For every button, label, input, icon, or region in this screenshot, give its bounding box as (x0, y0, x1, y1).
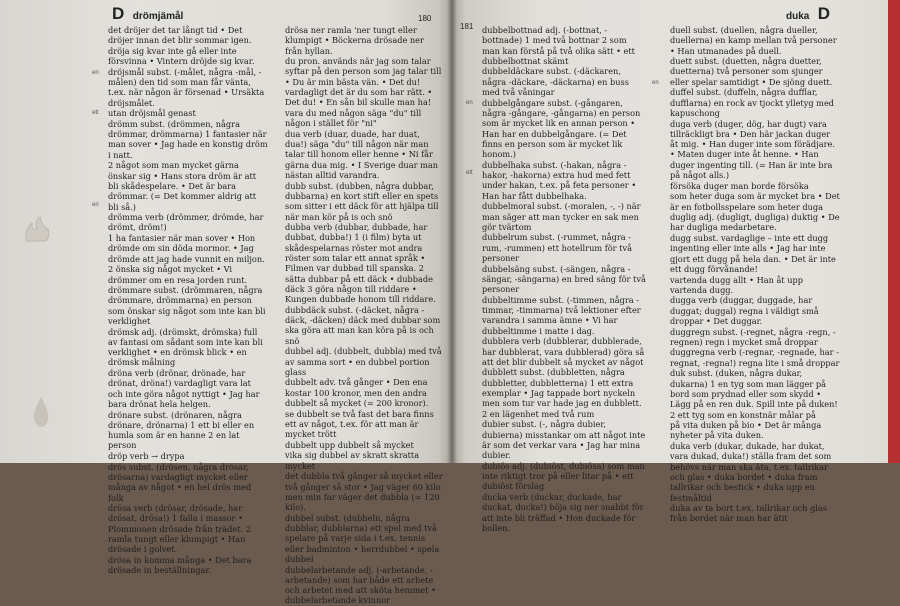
dictionary-entry: dubbelmoral subst. (-moralen, -, -) när man säger att man tycker en sak men gör tvärtom (482, 201, 641, 232)
dictionary-entry: dubblera verb (dubblerar, dubblerade, har dubblerat, vara dubblerad) göra så att det blir dubbelt så mycket av något (482, 336, 645, 367)
dictionary-entry: dubbelhaka subst. (-hakan, några -hakor, -hakorna) extra hud med fett under hakan, t.ex. på feta personer • Han har fått dubbelhaka. (482, 159, 637, 201)
dictionary-entry: ducka verb (duckar, duckade, har duckat, ducka!) böja sig ner snabbt för att inte bli träffad • Hon duckade för bollen. (482, 491, 644, 533)
dictionary-entry: duggregna verb (-regnar, -regnade, har -regnat, -regna!) regna lite i små droppar (670, 347, 840, 368)
left-page-number: 180 (418, 14, 432, 23)
right-column-2 (670, 25, 840, 524)
book-spine-shadow (447, 0, 457, 463)
left-page-number-box (418, 8, 431, 26)
dictionary-entry: drömma verb (drömmer, drömde, har drömt, dröm!) (108, 212, 264, 233)
dictionary-entry: drösa ner ramla 'ner tungt eller klumpigt • Böckerna drösade ner från hyllan. (285, 25, 424, 56)
dictionary-entry: dubiös adj. (dubiöst, dubiösa) som man inte riktigt tror på eller litar på • ett dubiöst förslag (482, 460, 645, 492)
dictionary-entry: dubbelt adv. två gånger • Den ena kostar 100 kronor, men den andra dubbelt så mycket (= 200 kronor). (285, 377, 429, 409)
dictionary-entry: dugg subst. vardaglige – inte ett dugg ingenting eller inte alls • Jag har inte gjort ett dugg på hela dan. • Det är inte ett dugg förvånande! (670, 233, 836, 274)
dictionary-entry: det dubbla två gånger så mycket eller två gånger så stor • Jag väger 60 kilo men min far väger det dubbla (= 120 kilo). (285, 471, 443, 513)
dictionary-entry: drösa verb (drösar, drösade, har drösat, drösa!) 1 falla i massor • Plommonen drösade från trädet. 2 ramla tungt eller klumpigt • Han drösade i golvet. (108, 503, 251, 555)
dictionary-entry: dugga verb (duggar, duggade, har duggat; duggal) regna i väldigt små droppar • Det duggar. (670, 295, 819, 326)
page-edge-marker (888, 0, 900, 463)
dictionary-entry: duk subst. (duken, några dukar, dukarna) 1 en tyg som man lägger på bord som prydnad eller som skydd • Lägg på en ren duk. Spill inte på duken! 2 ett tyg som en konstnär målar på (670, 368, 838, 420)
dictionary-entry: duell subst. (duellen, några dueller, duellerna) en kamp mellan två personer • Han utmanades på duell. (670, 25, 837, 56)
dictionary-entry: dröna verb (drönar, drönade, har drönat, dröna!) vardagligt vara lat och inte göra något nyttigt • Jag har bara drönat hela helgen. (108, 368, 260, 409)
dictionary-entry: dröjsmål subst. (-målet, några -mål, -målen) den tid som man får vänta, t.ex. när någon är försenad • Ursäkta dröjsmålet. (108, 66, 265, 108)
dictionary-entry: drömsk adj. (drömskt, drömska) full av fantasi om sådant som inte kan bli verklighet • en drömsk blick • en drömsk målning (108, 326, 263, 368)
dictionary-entry: duffel subst. (duffeln, några dufflar, dufflarna) en rock av tjockt ylletyg med kapuschong (670, 87, 835, 118)
dictionary-entry: vartenda dugg allt • Han åt upp vartenda dugg. (670, 274, 804, 295)
margin-tag: en (466, 100, 473, 106)
dictionary-entry: duett subst. (duetten, några duetter, duetterna) två personer som sjunger eller spelar samtidigt • De sjöng duett. (670, 56, 833, 87)
dictionary-entry: dubblett subst. (dubbletten, några dubbletter, dubbletterna) 1 ett extra exemplar • Jag tappade bort nyckeln men som tur var hade jag en dubblett. 2 en lägenhet med två rum (482, 367, 642, 419)
dictionary-entry: som heter duga som är mycket bra • Det är en fotbollsspelare som heter duga (670, 191, 840, 212)
dictionary-entry: 1 ha fantasier när man sover • Hon drömde om sin döda mormor. • Jag drömde att jag hade vunnit en miljon. (108, 233, 265, 264)
left-running-head: drömjämål (132, 11, 184, 22)
dictionary-entry: duggregn subst. (-regnet, några -regn, -regnen) regn i mycket små droppar (670, 326, 836, 347)
right-page-header (782, 4, 830, 24)
right-page-number: 181 (460, 22, 474, 31)
dictionary-entry: dubbeltimme subst. (-timmen, några -timmar, -timmarna) två lektioner efter varandra i samma ämne • Vi har dubbeltimme i matte i dag. (482, 294, 641, 336)
dictionary-entry: vika sig dubbel av skratt skratta mycket (285, 450, 420, 471)
dictionary-entry: dröp verb → drypa (108, 451, 185, 462)
left-column-2 (285, 25, 443, 606)
dictionary-entry: du pron. används när jag som talar syftar på den person som jag talar till • Du är min bästa vän. • Det du! vardagligt det är du som har rätt. • Det du! • En sån bil skulle man ha! (285, 56, 442, 108)
dictionary-entry: dubbelarbetande adj. (-arbetande, -arbetande) som har både ett arbete och arbetet med att sköta hemmet • dubbelarbetande kvinnor (285, 564, 436, 606)
right-column-1 (482, 25, 647, 533)
right-running-head: duka (786, 11, 810, 22)
dictionary-entry: 2 önska sig något mycket • Vi drömmer om en resa jorden runt. (108, 264, 248, 285)
dictionary-entry: dubier subst. (-, några dubier, dubierna) misstankar om att något inte är som det verkar vara • Jag har mina dubier. (482, 419, 646, 461)
dictionary-entry: 2 något som man mycket gärna önskar sig • Hans stora dröm är att bli skådespelare. • Det är bara drömmar. (= Det kommer aldrig att bli så.) (108, 160, 257, 212)
dictionary-entry: duga verb (duger, dög, har dugt) vara tillräckligt bra • Den här jackan duger åt mig. • Han duger inte som förädjare. • Maten duger inte åt henne. • Han duger ingenting till. (= Han är inte bra på något alls.) (670, 118, 835, 181)
dictionary-entry: duka av ta bort t.ex. tallrikar och glas från bordet när man har ätit (670, 503, 828, 524)
dictionary-entry: dubb subst. (dubben, några dubbar, dubbarna) en kort stift eller en spets som sitter i ett däck för att hjälpa till när man kör på is och snö (285, 180, 439, 222)
dictionary-entry: dubbel adj. (dubbelt, dubbla) med två av samma sort • en dubbel portion glass (285, 346, 442, 377)
fire-illustration (22, 215, 52, 243)
left-section-letter: D (112, 4, 125, 23)
dictionary-entry: duglig adj. (dugligt, dugliga) duktig • De har dugliga medarbetare. (670, 212, 840, 233)
dictionary-entry: dubbelgångare subst. (-gångaren, några -gångare, -gångarna) en person som är mycket lik en annan person • Han har en dubbelgångare. (= Det finns en person som är mycket lik honom.) (482, 97, 641, 160)
dictionary-entry: dubbeldäckare subst. (-däckaren, några -däckare, -däckarna) en buss med två våningar (482, 66, 629, 98)
margin-tag: en (652, 80, 659, 86)
dictionary-entry: dröja sig kvar inte gå eller inte försvinna • Vintern dröjde sig kvar. (108, 45, 255, 67)
margin-tag: ett (92, 110, 99, 116)
dictionary-entry: dubbel subst. (dubbeln, några dubblar, dubblarna) ett spel med två spelare på varje sida i t.ex. tennis eller badminton • herrdubbel • spela dubbel (285, 512, 440, 564)
left-page-header (112, 4, 187, 24)
margin-tag: en (92, 202, 99, 208)
dictionary-entry: vara du med någon säga "du" till någon i stället för "ni" (285, 107, 422, 129)
dictionary-entry: drösa in komma många • Det bara drösade in beställningar. (108, 554, 252, 576)
dictionary-entry: dubbelsäng subst. (-sängen, några -sängar, -sängarna) en bred säng för två personer (482, 263, 646, 295)
dictionary-entry: drönare subst. (drönaren, några drönare, drönarna) 1 ett bi eller en humla som är en hanne 2 en lat person (108, 409, 255, 451)
dictionary-entry: det dröjer det tar långt tid • Det dröjer innan det blir sommar igen. (108, 25, 252, 46)
dictionary-entry: dubbelrum subst. (-rummet, några -rum, -rummen) ett hotellrum för två personer (482, 232, 632, 264)
right-page (452, 0, 900, 533)
dictionary-entry: dubbelbottnad adj. (-bottnat, -bottnade) 1 med två bottnar 2 som man kan förstå på två olika sätt • ett dubbelbottnat skämt (482, 25, 635, 66)
dictionary-entry: på vita duken på bio • Det är många nyheter på vita duken. (670, 420, 822, 441)
dictionary-entry: drömmare subst. (drömmaren, några drömmare, drömmarna) en person som önskar sig något som inte kan bli verklighet (108, 285, 266, 326)
dictionary-entry: drömm subst. (drömmen, några drömmar, drömmarna) 1 fantasier när man sover • Jag hade en konstig dröm i natt. (108, 118, 268, 160)
dictionary-entry: utan dröjsmål genast (108, 108, 196, 119)
margin-tag: en (92, 70, 99, 76)
dictionary-entry: dubba verb (dubbar, dubbade, har dubbat, dubba!) 1 (i film) byta ut skådespelarnas röster mot andra röster som talar ett annat språk • Filmen var dubbad till spanska. 2 sätta dubbar på ett däck • dubbade däck 3 göra någon till riddare • Kungen dubbade honom till riddare. (285, 222, 436, 305)
dictionary-entry: försöka duger man borde försöka (670, 180, 809, 191)
drop-illustration (30, 395, 52, 429)
dictionary-entry: dua verb (duar, duade, har duat, dua!) säga "du" till någon när man talar till honom eller henne • Ni får gärna dua mig. • I Sverige duar man nästan alltid varandra. (285, 128, 439, 181)
dictionary-entry: dubbelt upp dubbelt så mycket (285, 439, 414, 450)
left-column-1 (108, 25, 268, 576)
right-page-number-box (460, 16, 473, 34)
dictionary-entry: se dubbelt se två fast det bara finns ett av något, t.ex. för att man är mycket trött (285, 408, 434, 440)
dictionary-entry: dubbdäck subst. (-däcket, några -däck, -däcken) däck med dubbar som ska göra att man kan köra på is och snö (285, 304, 441, 346)
dictionary-entry: duka verb (dukar, dukade, har dukat, vara dukad, duka!) ställa fram det som behövs när man ska äta, t.ex. tallrikar och glas • duka bordet • duka fram tallrikar och bestick • duka upp en festmåltid (670, 441, 832, 503)
right-section-letter: D (817, 4, 831, 23)
margin-tag: ett (466, 170, 473, 176)
dictionary-entry: drös subst. (drösen, några drösar, drösarna) vardagligt mycket eller många av något • en hel drös med folk (108, 461, 252, 503)
